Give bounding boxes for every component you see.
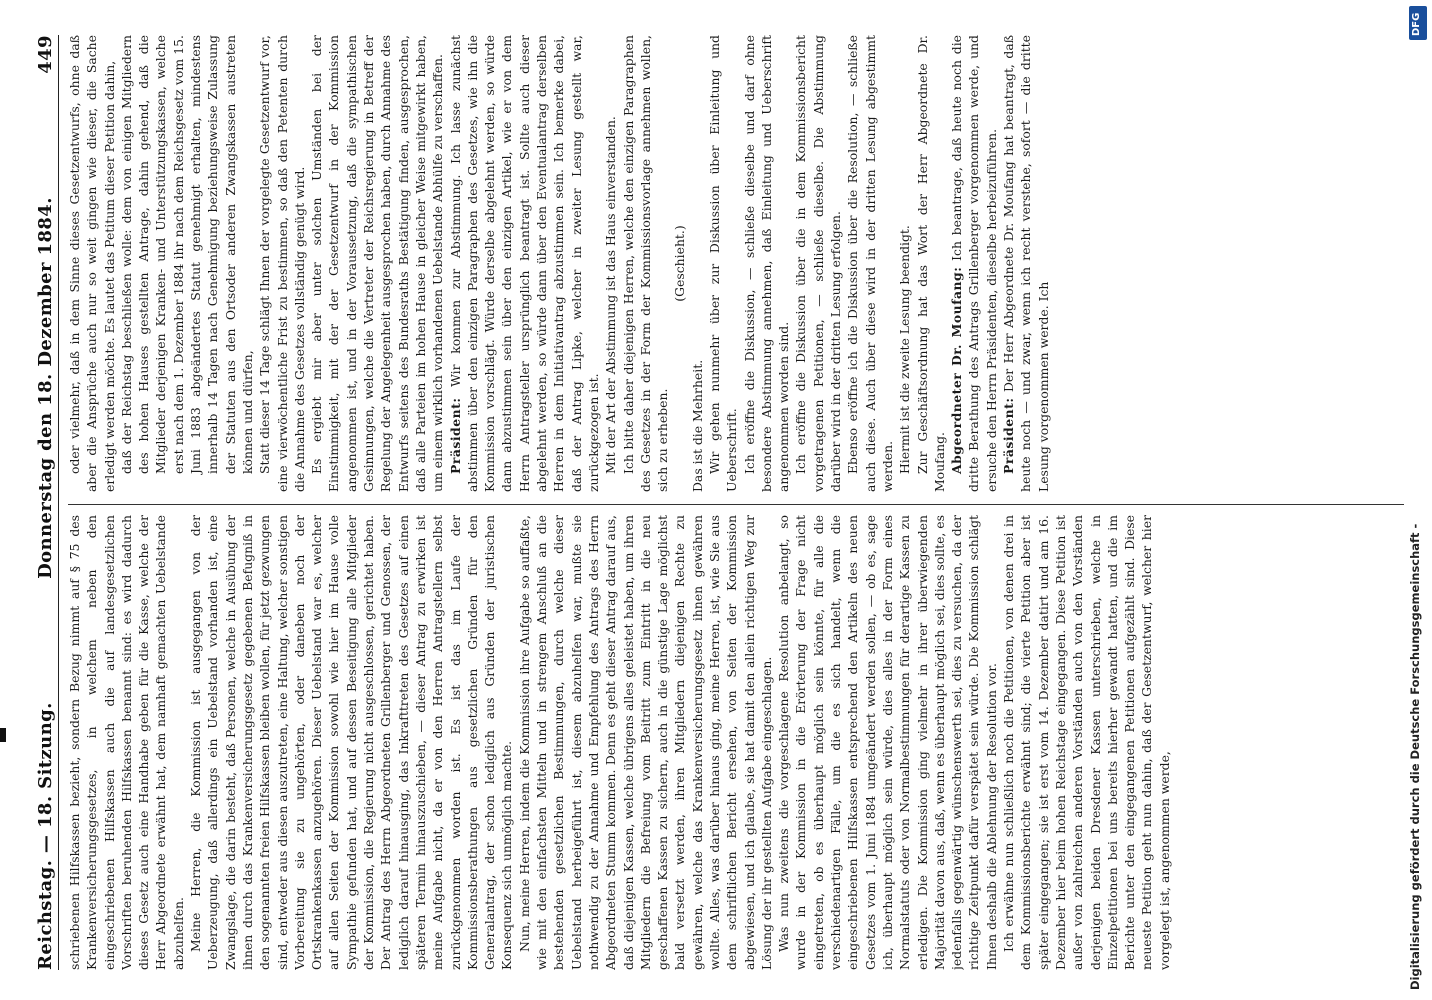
right-column — [66, 35, 1432, 492]
speech-text: Der Herr Abgeordnete Dr. Moufang hat beantragt, daß heute noch — und zwar, wenn ich recht verstehe, sofort — die dritte Lesung vorgenommen werde. Ich — [1001, 35, 1051, 492]
paragraph: Mit der Art der Abstimmung ist das Haus einverstanden. — [603, 116, 619, 474]
paragraph: Meine Herren, die Kommission ist ausgegangen von der Ueberzeugung, daß allerdings ein Uebelstand vorhanden ist, eine Zwangslage, die darin besteht, daß Personen, welche in Ausübung der ihnen durch das Krankenversicherungsgesetz gegebenen Befugniß in den sogenannten freien Hilfskassen bleiben wollen, für jetzt gezwungen sind, entweder aus diesen auszutreten, eine Haltung, welcher sonstigen Vorbereitung sie zu ungehörten, oder daneben noch der Ortskrankenkassen anzugehören. Dieser Uebelstand war es, welcher auf allen Seiten der Kommission sowohl wie hier im Hause volle Sympathie gefunden hat, und auf dessen Beseitigung alle Mitglieder der Kommission, die Regierung nicht ausgeschlossen, gerichtet haben. Der Antrag des Herrn Abgeordneten Grillenberger und Genossen, der lediglich darauf hinausging, das Inkrafttreten des Gesetzes auf einen späteren Termin hinauszuschieben, — dieser Antrag zu erwirken ist meine Aufgabe nicht, da er von den Herren Antragstellern selbst zurückgenommen worden ist. Es ist das im Laufe der Kommissionsberathungen aus gesetzlichen Gründen für den Generalantrag, der schon lediglich aus Gründen der juristischen Konsequenz sich unmöglich machte. — [188, 515, 515, 970]
paragraph: Wir gehen nunmehr über zur Diskussion über Einleitung und Ueberschrift. — [706, 35, 740, 492]
page-header — [26, 35, 59, 970]
paragraph: Hiermit ist die zweite Lesung beendigt. — [897, 225, 913, 474]
paragraph: Ebenso eröffne ich die Diskussion über die Resolution, — schließe auch diese. Auch über diese wird in der dritten Lesung abgestimmt werden. — [845, 35, 895, 492]
speech-text: Ich beantrage, daß heute noch die dritte Berathung des Antrags Grillenberger vorgenommen werde, und ersuche den Herrn Präsidenten, dieselbe herbeizuführen. — [949, 35, 999, 492]
paragraph: Nun, meine Herren, indem die Kommission ihre Aufgabe so auffaßte, wie mit den einfachsten Mitteln und in strengem Anschluß an die bestehenden gesetzlichen Bestimmungen, durch welche dieser Uebelstand herbeigeführt ist, diesem abzuhelfen war, mußte sie nothwendig zu der Annahme und Empfehlung des Antrags des Herrn Abgeordneten Stumm kommen. Denn es geht dieser Antrag darauf aus, daß diejenigen Kassen, welche übrigens alles geleistet haben, um ihren Mitgliedern die Befreiung vom Beitritt zum Eintritt in die neu geschaffenen Kassen zu sichern, auch in die günstige Lage möglichst bald versetzt werden, ihren Mitgliedern diejenigen Rechte zu gewähren, welche das Krankenversicherungsgesetz ihnen gewähren wollte. Alles, was darüber hinaus ging, meine Herren, ist, wie Sie aus dem schriftlichen Bericht ersehen, von Seiten der Kommission abgewiesen, und ich glaube, sie hat damit den allein richtigen Weg zur Lösung der ihr gestellten Aufgabe eingeschlagen. — [516, 515, 774, 970]
speech-paragraph — [447, 35, 603, 492]
speaker-name: Abgeordneter Dr. Moufang: — [949, 266, 965, 474]
paragraph: Es ergiebt mir aber unter solchen Umständen bei der Einstimmigkeit, mit der der Gesetzentwurf in der Kommission angenommen ist, und in der Voraussetzung, daß die sympathischen Gesinnungen, welche die Vertreter der Reichsregierung in Betreff der Regelung der Angelegenheit ausgesprochen haben, durch Annahme des Entwurfs seitens des Bundesraths Bestätigung finden, ausgesprochen, daß alle Parteien im hohen Hause in gleicher Weise mitgewirkt haben, um einem wirklich vorhandenen Uebelstande Abhülfe zu verschaffen. — [309, 35, 446, 492]
paragraph: Zur Geschäftsordnung hat das Wort der Herr Abgeordnete Dr. Moufang. — [914, 35, 947, 492]
speech-paragraph — [948, 35, 1000, 492]
paragraph: Ich eröffne die Diskussion, — schließe dieselbe und darf ohne besondere Abstimmung annehmen, daß Einleitung und Ueberschrift angenommen worden sind. — [741, 35, 792, 492]
speaker-name: Präsident: — [1001, 397, 1017, 474]
paragraph: Das ist die Mehrheit. — [689, 359, 705, 492]
dfg-logo — [1409, 6, 1427, 40]
paragraph: Was nun zweitens die vorgeschlagene Resolution anbelangt, so wurde in der Kommission in die Erörterung der Frage nicht eingetreten, ob es überhaupt möglich sein könnte, für alle die verschiedenartigen Fälle, um die es sich handelt, wenn die eingeschriebenen Hilfskassen entsprechend den Artikeln des neuen Gesetzes vom 1. Juni 1884 umgeändert werden sollen, — ob es, sage ich, überhaupt möglich sein würde, dies alles in der Form eines Normalstatuts oder von Normalbestimmungen für derartige Kassen zu erledigen. Die Kommission ging vielmehr in ihrer überwiegenden Majorität davon aus, daß, wenn es überhaupt möglich sei, dies sollte, es jedenfalls gegenwärtig wünschenswerth sei, dies zu versuchen, da der richtige Zeitpunkt dafür verspätet sein würde. Die Kommission schlägt Ihnen deshalb die Ablehnung der Resolution vor. — [776, 515, 999, 970]
speech-text: Wir kommen zur Abstimmung. Ich lasse zunächst abstimmen über den einzigen Paragraphen des Gesetzes, wie ihn die Kommission vorschlägt. Würde derselbe abgelehnt werden, so würde dann abzustimmen sein über den einzigen Artikel, wie er von dem Herrn Antragsteller ursprünglich beantragt ist. Sollte auch dieser abgelehnt werden, so würde dann über den Eventualantrag derselben Herren in dem Initiativantrag abzustimmen sein. Ich bemerke dabei, daß der Antrag Lipke, welcher in zweiter Lesung gestellt war, zurückgezogen ist. — [447, 35, 601, 492]
paragraph: Ich eröffne die Diskussion über die in dem Kommissionsbericht vorgetragenen Petitionen, — schließe dieselbe. Die Abstimmung darüber wird in der dritten Lesung erfolgen. — [793, 35, 844, 492]
dfg-logo-label: DFG — [1411, 12, 1422, 36]
paragraph: Ich bitte daher diejenigen Herren, welche den einzigen Paragraphen des Gesetzes in der Form der Kommissionsvorlage annehmen wollen, sich zu erheben. — [620, 35, 671, 492]
scan-artifact — [0, 728, 6, 742]
column-divider — [68, 504, 1423, 505]
paragraph: oder vielmehr, daß in dem Sinne dieses Gesetzentwurfs, ohne daß aber die Ansprüche auch nur so weit gingen wie dieser, die Sache erledigt werden möchte. Es lautet das Petitum dieser Petition dahin, — [67, 35, 117, 492]
speech-paragraph — [1000, 35, 1052, 492]
paragraph: Statt dieser 14 Tage schlägt Ihnen der vorgelegte Gesetzentwurf vor, eine vierwöchentliche Frist zu bestimmen, so daß den Petenten durch die Annahme des Gesetzes vollständig genügt wird. — [257, 35, 307, 492]
quoted-petition: daß der Reichstag beschließen wolle: dem von einigen Mitgliedern des hohen Hauses gestellten Antrage, dahin gehend, daß die Mitglieder derjenigen Kranken- und Unterstützungskassen, welche erst nach dem 1. Dezember 1884 ihr nach dem Reichsgesetz vom 15. Juni 1883 abgeändertes Statut genehmigt erhalten, mindestens innerhalb 14 Tagen nach Genehmigung beziehungsweise Zulassung der Statuten aus den Ortsoder anderen Zwangskassen austreten können und dürfen, — [118, 35, 255, 474]
paragraph: Ich erwähne nun schließlich noch die Petitionen, von denen drei in dem Kommissionsberichte erwähnt sind; die vierte Petition aber ist später eingegangen; sie ist erst vom 14. Dezember datirt und am 16. Dezember hier beim hohen Reichstage eingegangen. Diese Petition ist außer von zahlreichen anderen Vorständen auch von den Vorständen derjenigen beiden Dresdener Kassen unterschrieben, welche in Einzelpetitionen bei uns bereits hierher gewandt hatten, und die im Berichte unter den eingegangenen Petitionen aufgezählt sind. Diese neueste Petition geht nun dahin, daß der Gesetzentwurf, welcher hier vorgelegt ist, angenommen werde, — [1001, 515, 1172, 970]
header-session: Reichstag. — 18. Sitzung. — [35, 702, 56, 970]
watermark-text: Digitalisierung gefördert durch die Deutsche Forschungsgemeinschaft - — [1408, 523, 1422, 990]
left-column — [66, 515, 1432, 970]
header-page-number: 449 — [35, 35, 56, 74]
header-date: Donnerstag den 18. Dezember 1884. — [35, 197, 56, 579]
stage-direction: (Geschieht.) — [672, 225, 688, 302]
speaker-name: Präsident: — [447, 397, 463, 474]
paragraph: schriebenen Hilfskassen bezieht, sondern Bezug nimmt auf § 75 des Krankenversicherungsgesetzes, in welchem neben den eingeschriebenen Hilfskassen auch die auf landesgesetzlichen Vorschriften beruhenden Hilfskassen benannt sind: es wird dadurch dieses Gesetz auch eine Handhabe geben für die Kasse, welche der Herr Abgeordnete erwähnt hat, dem namhaft gemachten Uebelstande abzuhelfen. — [67, 515, 186, 970]
